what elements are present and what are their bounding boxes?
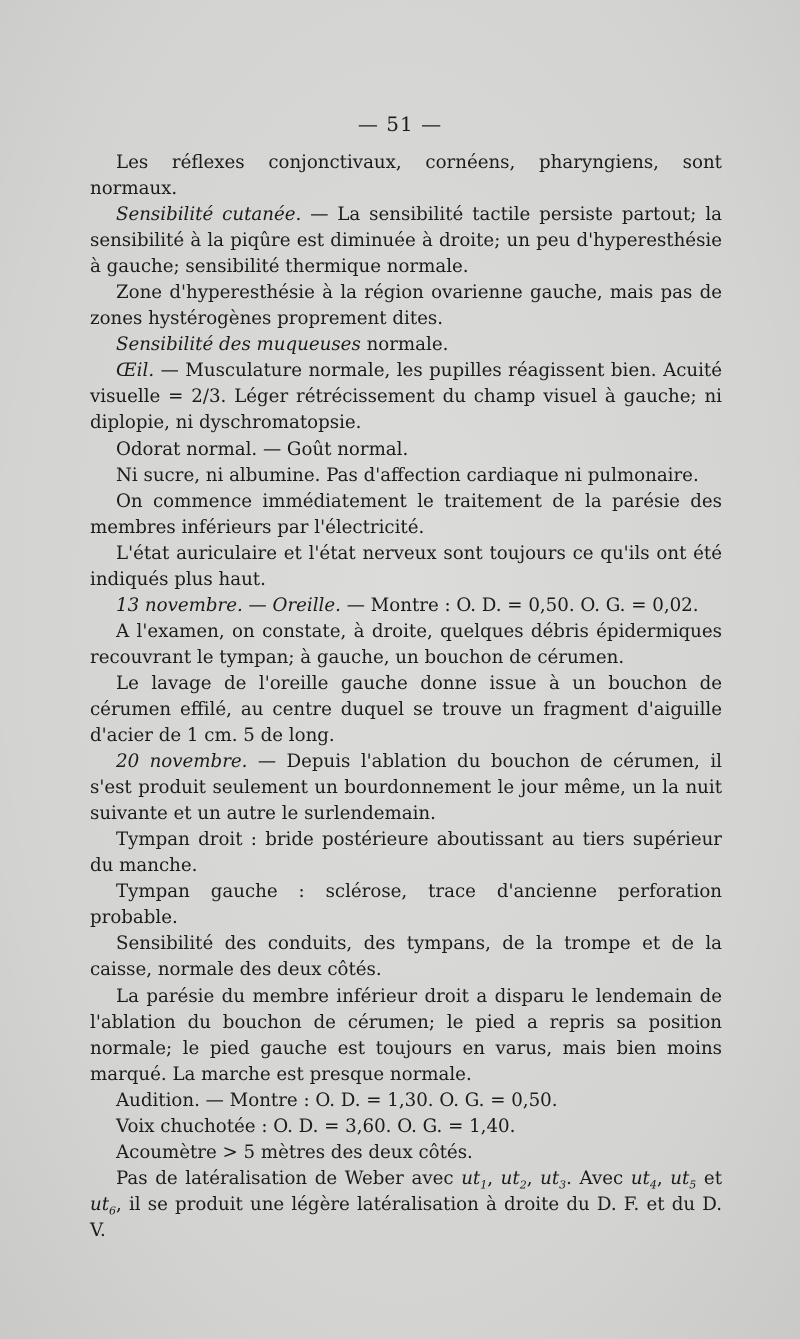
paragraph: Tympan gauche : sclérose, trace d'ancienne perforation probable. <box>90 881 722 929</box>
paragraph: Audition. — Montre : O. D. = 1,30. O. G. = 0,50. <box>116 1089 558 1111</box>
body-text <box>90 150 722 1244</box>
entry-date: 20 novembre. <box>116 751 248 773</box>
paragraph: L'état auriculaire et l'état nerveux sont toujours ce qu'ils ont été indiqués plus haut. <box>90 542 722 590</box>
paragraph-text: et <box>696 1167 722 1189</box>
paragraph: Tympan droit : bride postérieure aboutissant au tiers supérieur du manche. <box>90 829 722 877</box>
paragraph: Acoumètre > 5 mètres des deux côtés. <box>116 1141 473 1163</box>
paragraph-text: — Montre : O. D. = 0,50. O. G. = 0,02. <box>340 594 699 616</box>
paragraph: Sensibilité des conduits, des tympans, de la trompe et de la caisse, normale des deux côtés. <box>90 933 722 981</box>
paragraph-text: , il se produit une légère latéralisation à droite du D. F. et du D. V. <box>90 1193 722 1241</box>
paragraph: Les réflexes conjonctivaux, cornéens, pharyngiens, sont normaux. <box>90 152 722 200</box>
paragraph: Odorat normal. — Goût normal. <box>116 438 409 460</box>
paragraph-text: — La sensibilité tactile persiste partout; la sensibilité à la piqûre est diminuée à droite; un peu d'hyperesthésie à gauche; sensibilité thermique normale. <box>90 204 722 278</box>
section-heading: Sensibilité des muqueuses <box>116 334 361 356</box>
separator: — <box>242 594 273 616</box>
page-number: — 51 — <box>357 112 443 136</box>
paragraph-text: Pas de latéralisation de Weber avec <box>116 1167 462 1189</box>
note-symbol: $ut_4$ <box>630 1167 657 1192</box>
note-symbol: $ut_1$ <box>461 1167 488 1192</box>
paragraph <box>90 593 722 619</box>
paragraph: Pas de latéralisation de Weber avec $ut_1$, $ut_2$, $ut_3$. Avec $ut_4$, $ut_5$ et $ut_6$, il se produit une légère latéralisation à droite du D. F. et du D. V. <box>90 1167 722 1241</box>
section-heading: Sensibilité cutanée. <box>116 204 302 226</box>
paragraph <box>90 749 722 827</box>
note-symbol: $ut_3$ <box>540 1167 567 1192</box>
note-symbol: $ut_6$ <box>90 1193 117 1218</box>
paragraph: Voix chuchotée : O. D. = 3,60. O. G. = 1,40. <box>116 1115 516 1137</box>
section-heading: Œil. <box>116 360 155 382</box>
paragraph <box>90 358 722 436</box>
note-symbol: $ut_5$ <box>670 1167 697 1192</box>
entry-date: 13 novembre. <box>116 594 243 616</box>
paragraph-text: — Musculature normale, les pupilles réagissent bien. Acuité visuelle = 2/3. Léger rétrécissement du champ visuel à gauche; ni diplopie, ni dyschromatopsie. <box>90 360 722 434</box>
paragraph: La parésie du membre inférieur droit a disparu le lendemain de l'ablation du bouchon de cérumen; le pied a repris sa position normale; le pied gauche est toujours en varus, mais bien moins marqué. La marche est presque normale. <box>90 985 722 1085</box>
paragraph: A l'examen, on constate, à droite, quelques débris épidermiques recouvrant le tympan; à gauche, un bouchon de cérumen. <box>90 620 722 668</box>
section-heading: Oreille. <box>272 594 341 616</box>
paragraph-text: — Depuis l'ablation du bouchon de cérumen, il s'est produit seulement un bourdonnement le jour même, un la nuit suivante et un autre le surlendemain. <box>90 751 722 825</box>
paragraph-text: normale. <box>360 334 449 356</box>
paragraph: Le lavage de l'oreille gauche donne issue à un bouchon de cérumen effilé, au centre duquel se trouve un fragment d'aiguille d'acier de 1 cm. 5 de long. <box>90 672 722 747</box>
paragraph: Zone d'hyperesthésie à la région ovarienne gauche, mais pas de zones hystérogènes proprement dites. <box>90 282 722 330</box>
note-symbol: $ut_2$ <box>500 1167 527 1192</box>
paragraph-text: . Avec <box>566 1167 631 1189</box>
paragraph: On commence immédiatement le traitement de la parésie des membres inférieurs par l'électricité. <box>90 490 722 538</box>
paragraph <box>90 332 722 358</box>
paragraph <box>90 202 722 280</box>
paragraph: Ni sucre, ni albumine. Pas d'affection cardiaque ni pulmonaire. <box>116 464 699 486</box>
